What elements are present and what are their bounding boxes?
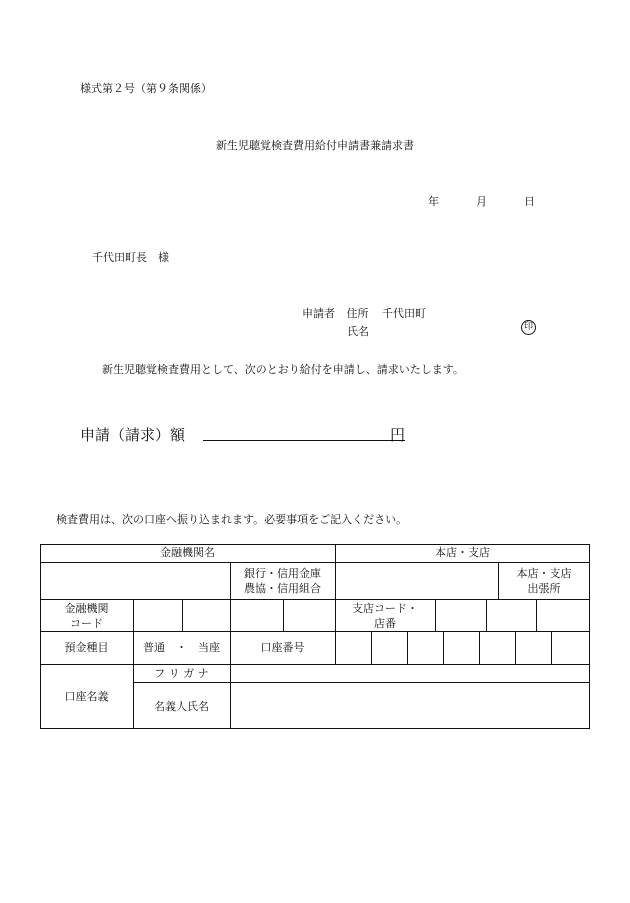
institution-code-label bbox=[40, 601, 133, 631]
year-label: 年 bbox=[428, 195, 439, 208]
addressee: 千代田町長 様 bbox=[92, 251, 169, 264]
branch-name-input[interactable] bbox=[335, 563, 498, 599]
day-label: 日 bbox=[524, 195, 535, 208]
institution-code-line1: 金融機関 bbox=[64, 602, 109, 615]
form-title: 新生児聴覚検査費用給付申請書兼請求書 bbox=[216, 139, 414, 152]
applicant-name-row bbox=[347, 323, 369, 339]
applicant-label: 申請者 bbox=[302, 307, 335, 320]
branch-types-line2: 出張所 bbox=[527, 582, 561, 595]
amount-label: 申請（請求）額 bbox=[80, 426, 186, 444]
applicant-address-row bbox=[302, 305, 426, 321]
institution-name-header: 金融機関名 bbox=[160, 546, 215, 559]
branch-types[interactable] bbox=[498, 566, 590, 596]
branch-code-label bbox=[335, 601, 435, 631]
deposit-type-label: 預金種目 bbox=[64, 641, 109, 654]
address-label: 住所 bbox=[346, 307, 369, 320]
branch-types-line1: 本店・支店 bbox=[516, 567, 572, 580]
name-label: 氏名 bbox=[347, 325, 369, 338]
address-value: 千代田町 bbox=[382, 307, 426, 320]
month-label: 月 bbox=[476, 195, 487, 208]
form-number: 様式第２号（第９条関係） bbox=[80, 82, 212, 95]
deposit-type-options[interactable]: 普通 ・ 当座 bbox=[143, 641, 220, 654]
institution-types-line1: 銀行・信用金庫 bbox=[244, 567, 321, 580]
amount-unit: 円 bbox=[390, 426, 406, 444]
institution-types[interactable] bbox=[230, 566, 335, 596]
transfer-note: 検査費用は、次の口座へ振り込まれます。必要事項をご記入ください。 bbox=[56, 513, 408, 526]
statement: 新生児聴覚検査費用として、次のとおり給付を申請し、請求いたします。 bbox=[102, 363, 464, 376]
seal-mark: 印 bbox=[521, 320, 536, 335]
account-holder-label: 口座名義 bbox=[64, 690, 109, 703]
institution-code-line2: コード bbox=[70, 617, 103, 630]
branch-header: 本店・支店 bbox=[435, 546, 490, 559]
furigana-label: フ リ ガ ナ bbox=[154, 667, 209, 680]
bank-account-table bbox=[40, 544, 590, 729]
account-number-label: 口座番号 bbox=[260, 641, 305, 654]
branch-code-line1: 支店コード・ bbox=[352, 602, 418, 615]
institution-name-input[interactable] bbox=[40, 563, 230, 599]
institution-types-line2: 農協・信用組合 bbox=[244, 582, 321, 595]
branch-code-line2: 店番 bbox=[374, 617, 396, 630]
amount-input-line[interactable] bbox=[203, 440, 405, 441]
holder-name-label: 名義人氏名 bbox=[154, 700, 209, 713]
